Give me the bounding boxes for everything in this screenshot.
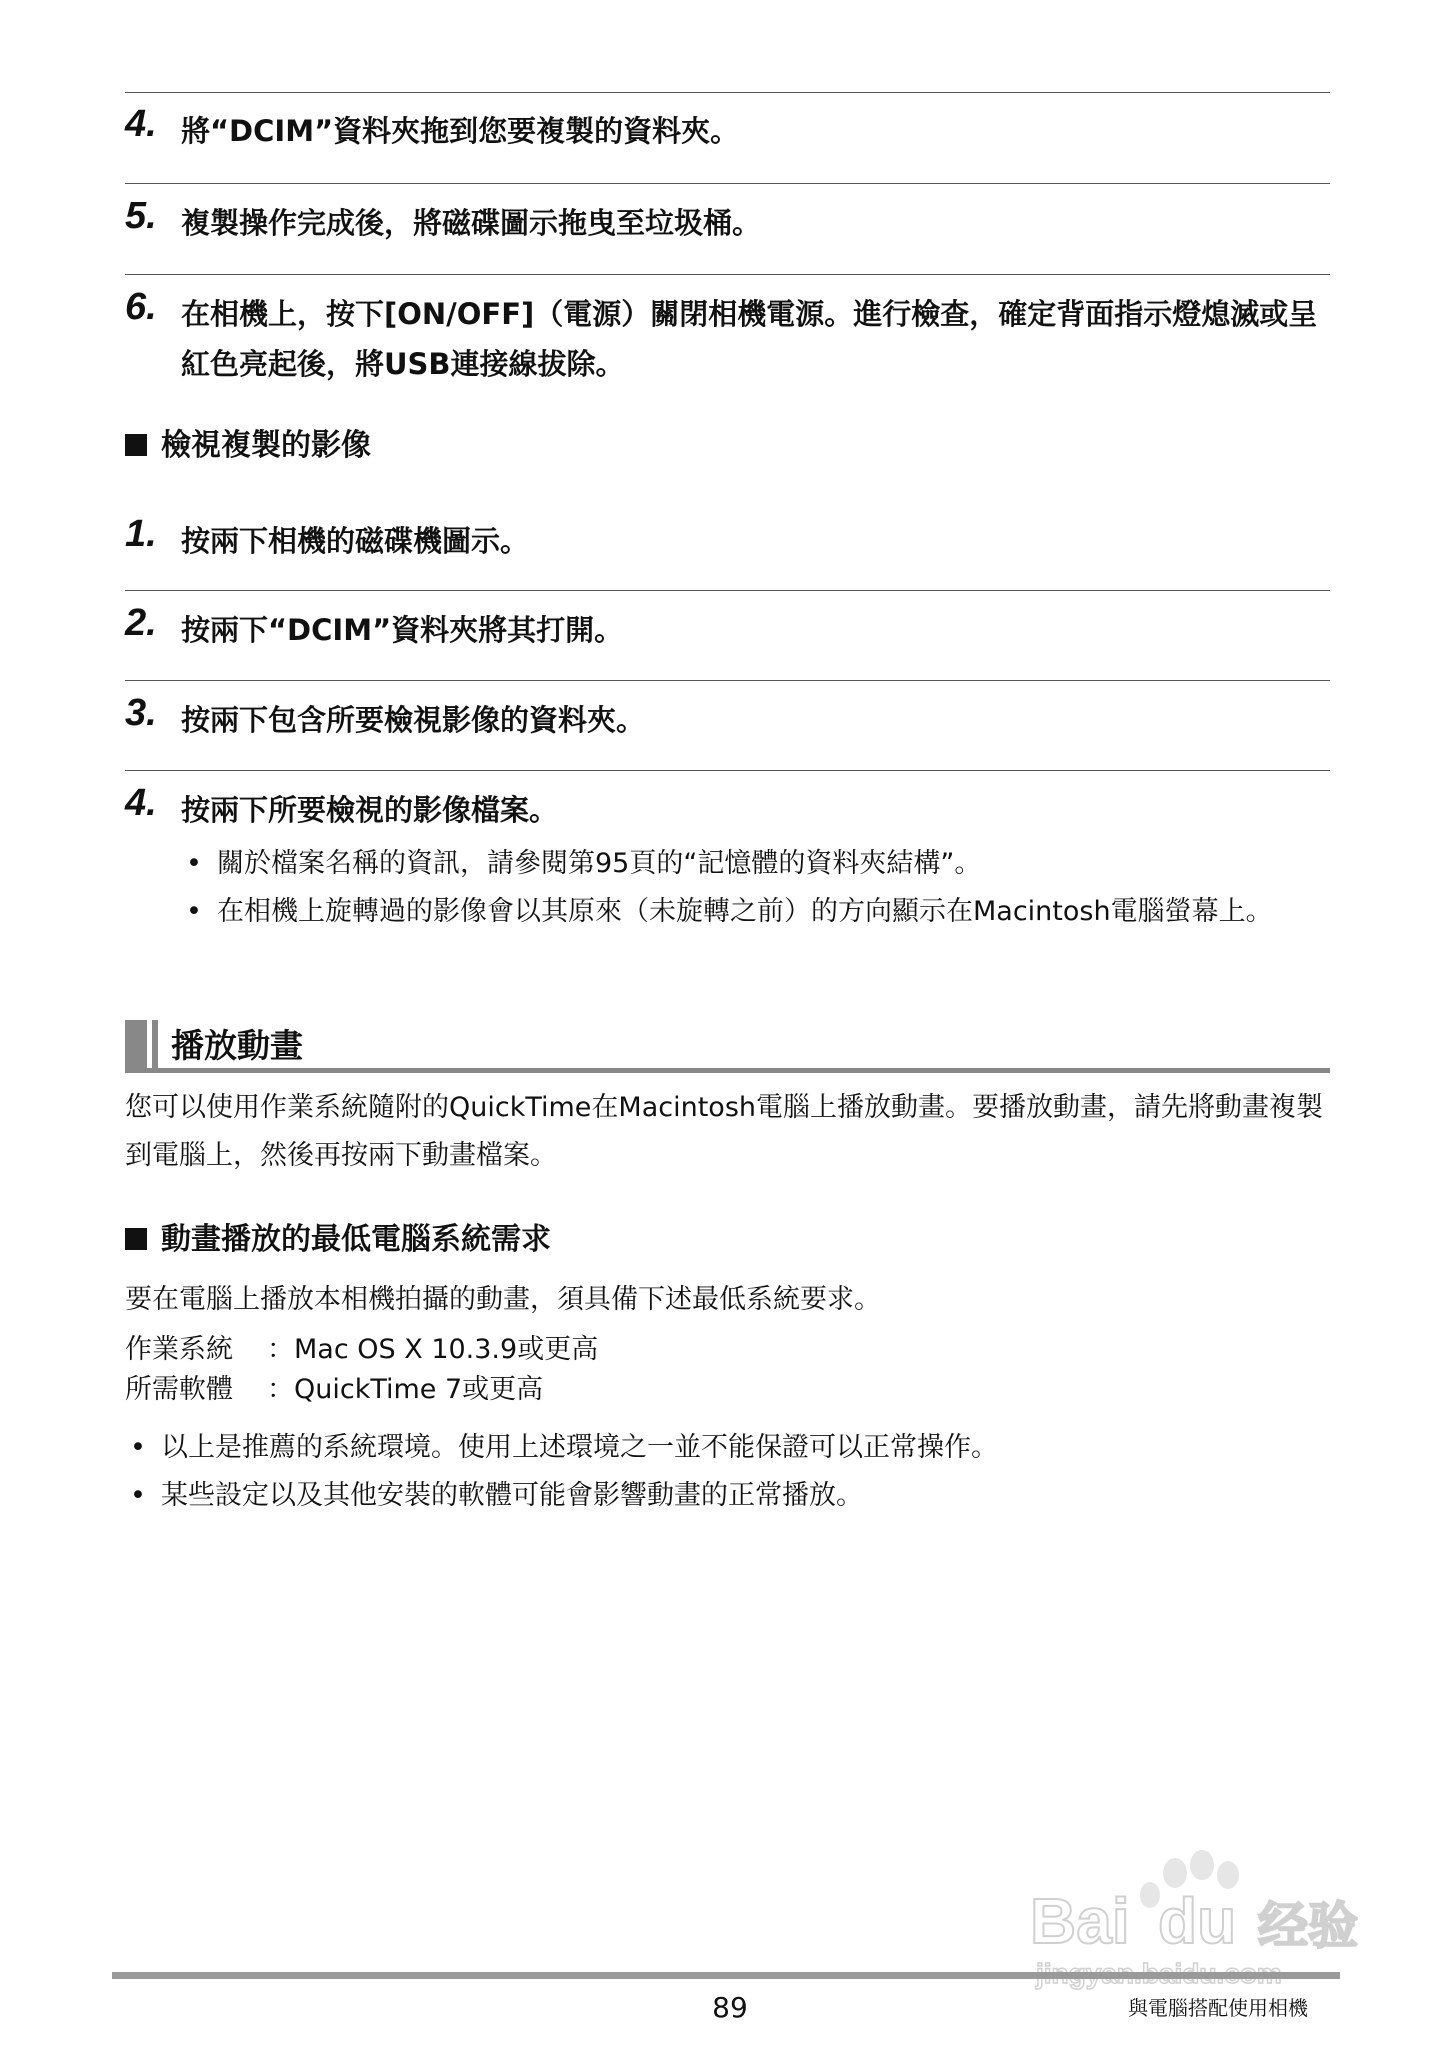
footer-bar [112,1972,1340,1979]
step-text: 在相機上，按下[ON/OFF]（電源）關閉相機電源。進行檢查，確定背面指示燈熄滅或呈紅色亮起後，將USB連接線拔除。 [181,297,1318,381]
step-text: 按兩下相機的磁碟機圖示。 [181,524,530,558]
divider [125,590,1330,591]
step-text: 按兩下“DCIM”資料夾將其打開。 [181,613,624,647]
bullet-dot: • [130,1432,146,1463]
title-bar-decoration [125,1020,147,1070]
view-images-heading: 檢視複製的影像 [125,426,371,466]
page-number: 89 [712,1991,748,2024]
requirements-intro: 要在電腦上播放本相機拍攝的動畫，須具備下述最低系統要求。 [125,1284,881,1315]
chapter-title: 與電腦搭配使用相機 [1128,1996,1308,2020]
step-number: 6. [125,286,157,328]
movie-section-title [125,1020,1330,1072]
requirements-heading: 動畫播放的最低電腦系統需求 [125,1220,551,1260]
title-bar-decoration [152,1020,158,1070]
step-number: 5. [125,195,157,237]
list-item: • 在相機上旋轉過的影像會以其原來（未旋轉之前）的方向顯示在Macintosh電腦螢幕上。 [186,888,1326,988]
section-title-text: 播放動畫 [171,1026,303,1065]
divider [125,183,1330,184]
divider [125,274,1330,275]
divider [125,92,1330,93]
movie-intro: 您可以使用作業系統隨附的QuickTime在Macintosh電腦上播放動畫。要播放動畫，請先將動畫複製到電腦上，然後再按兩下動畫檔案。 [125,1092,1324,1171]
bullet-dot: • [186,848,202,879]
step-text: 複製操作完成後，將磁碟圖示拖曳至垃圾桶。 [181,206,762,240]
bullet-dot: • [130,1480,146,1511]
step-text: 將“DCIM”資料夾拖到您要複製的資料夾。 [181,114,740,148]
title-underline [125,1068,1330,1073]
spec-software: 所需軟體 ：QuickTime 7或更高 [125,1374,544,1405]
step-number: 2. [125,602,157,644]
divider [125,770,1330,771]
watermark-brand: Bai [1030,1885,1130,1957]
bullet-dot: • [186,896,202,927]
spec-os: 作業系統 ：Mac OS X 10.3.9或更高 [125,1334,599,1365]
divider [125,680,1330,681]
step-text: 按兩下包含所要檢視影像的資料夾。 [181,703,646,737]
watermark-service: 经验 [1258,1897,1358,1955]
watermark-brand2: du [1158,1885,1237,1957]
step-number: 4. [125,782,157,824]
square-bullet-icon [125,434,147,456]
square-bullet-icon [125,1228,147,1250]
step-number: 1. [125,513,157,555]
step-number: 4. [125,103,157,145]
step-text: 按兩下所要檢視的影像檔案。 [181,793,559,827]
step-number: 3. [125,692,157,734]
